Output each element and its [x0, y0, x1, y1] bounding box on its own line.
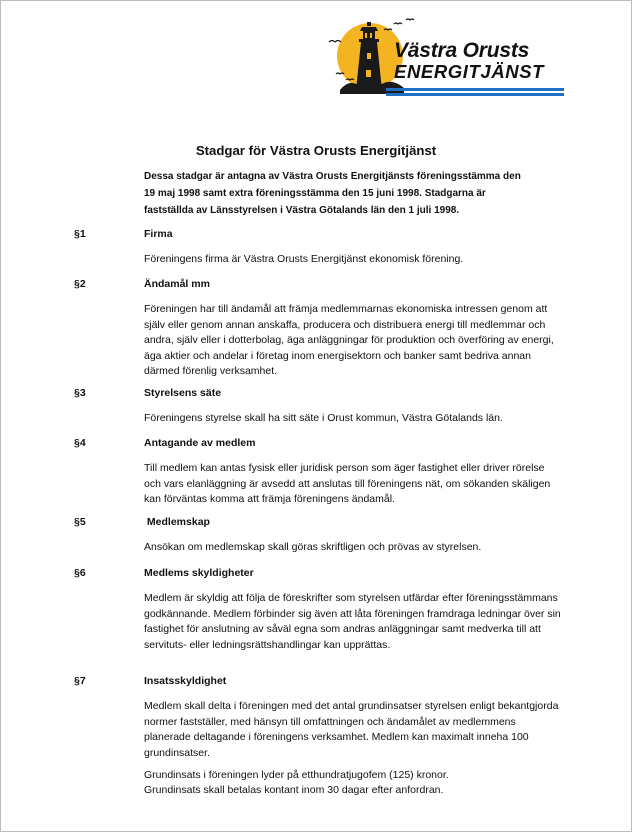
section-number: §7: [74, 675, 86, 687]
section-body: Föreningen har till ändamål att främja medlemmarnas ekonomiska intressen genom att själv eller genom annan anskaffa, producera och distribuera energi till medlemmar och andra, själv eller i dotterbolag, äga anläggningar för produktion och överföring av energi, äga aktier och andelar i företag inom energisektorn och banker samt bedriva annan därmed förenlig verksamhet.: [144, 303, 554, 377]
section-body: Grundinsats i föreningen lyder på etthundratjugofem (125) kronor.: [144, 769, 449, 781]
logo-line2: ENERGITJÄNST: [394, 61, 545, 82]
section-number: §4: [74, 437, 86, 449]
section-heading: Insatsskyldighet: [144, 675, 227, 687]
section-number: §1: [74, 228, 86, 240]
section-body: Grundinsats skall betalas kontant inom 30 dagar efter anfordran.: [144, 784, 444, 796]
section-heading: Styrelsens säte: [144, 387, 222, 399]
section-body: Föreningens firma är Västra Orusts Energitjänst ekonomisk förening.: [144, 253, 464, 265]
section-number: §6: [74, 567, 86, 579]
section-body: Ansökan om medlemskap skall göras skriftligen och prövas av styrelsen.: [144, 541, 482, 553]
section-body: Medlem är skyldig att följa de föreskrifter som styrelsen utfärdar efter föreningsstämmans godkännande. Medlem förbinder sig även att låta föreningen framdraga ledningar över sin fastighet för anslutning av såväl egna som andras anläggningar samt medverka till att servituts- eller ledningsrättshandlingar kan upprättas.: [144, 592, 561, 651]
intro-paragraph: Dessa stadgar är antagna av Västra Orusts Energitjänsts föreningsstämma den 19 maj 1998 samt extra föreningsstämma den 15 juni 1998. Stadgarna är fastställda av Länsstyrelsen i Västra Götalands län den 1 juli 1998.: [144, 171, 521, 216]
logo-wordmark: [394, 40, 544, 82]
section-heading: Medlemskap: [144, 516, 210, 528]
section-heading: Medlems skyldigheter: [144, 567, 254, 579]
waves-shape: [386, 88, 564, 96]
document-title: Stadgar för Västra Orusts Energitjänst: [195, 143, 437, 158]
section-heading: Antagande av medlem: [144, 437, 256, 449]
section-heading: Ändamål mm: [144, 278, 210, 290]
logo-line1: Västra Orusts: [394, 39, 530, 62]
section-body: Medlem skall delta i föreningen med det antal grundinsatser styrelsen enligt bekantgjorda normer fastställer, med hänsyn till omfattningen och ändamålet av medlemmens planerade deltagande i föreningens verksamhet. Medlem kan maximalt inneha 100 grundinsatser.: [144, 700, 559, 759]
section-heading: Firma: [144, 228, 173, 240]
section-body: Föreningens styrelse skall ha sitt säte i Orust kommun, Västra Götalands län.: [144, 412, 503, 424]
section-number: §2: [74, 278, 86, 290]
section-number: §5: [74, 516, 86, 528]
section-body: Till medlem kan antas fysisk eller juridisk person som äger fastighet eller driver rörelse och vars elanläggning är avsedd att anslutas till föreningens nät, om sökanden skäligen kan förväntas komma att främja föreningens ändamål.: [144, 462, 551, 505]
section-number: §3: [74, 387, 86, 399]
